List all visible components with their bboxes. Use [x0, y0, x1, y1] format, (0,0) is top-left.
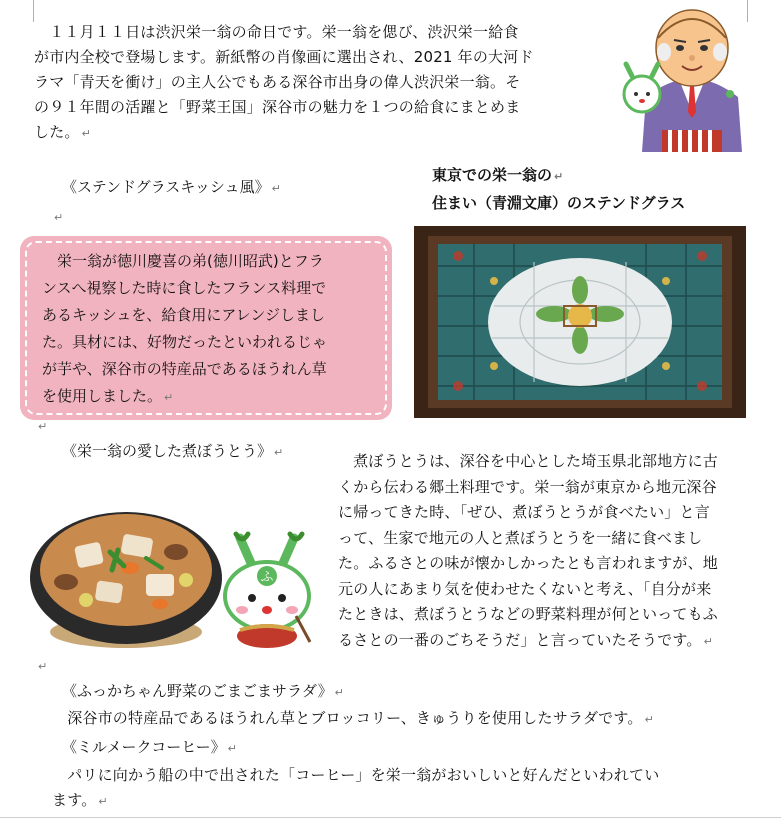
- intro-paragraph[interactable]: [34, 20, 614, 146]
- intro-line: １１月１１日は渋沢栄一翁の命日です。栄一翁を偲び、渋沢栄一給食: [34, 23, 519, 41]
- quiche-line: た。具材には、好物だったといわれるじゃ: [42, 333, 328, 351]
- stained-glass-caption[interactable]: 東京での栄一翁の ↵ 住まい（青淵文庫）のステンドグラス: [432, 166, 686, 212]
- quiche-line: あるキッシュを、給食用にアレンジしまし: [42, 306, 326, 324]
- nibouto-line: 煮ぼうとうは、深谷を中心とした埼玉県北部地方に古: [338, 452, 719, 470]
- page-bottom-edge: [0, 817, 781, 818]
- quiche-heading[interactable]: 《ステンドグラスキッシュ風》 ↵: [62, 178, 281, 196]
- paragraph-mark: ↵: [38, 660, 48, 673]
- nibouto-line: くから伝わる郷土料理です。栄一翁が東京から地元深谷: [338, 477, 717, 496]
- quiche-line: ンスへ視察した時に食したフランス料理で: [42, 279, 327, 297]
- empty-paragraph-mark: ↵: [54, 211, 64, 224]
- nibouto-line: るさとの一番のごちそうだ」と言っていたそうです。 ↵: [338, 630, 714, 649]
- nibouto-line: って、生家で地元の人と煮ぼうとうを一緒に食べまし: [338, 528, 703, 547]
- shibusawa-illustration: [612, 2, 772, 152]
- coffee-line: パリに向かう船の中で出された「コーヒー」を栄一翁がおいしいと好んだといわれてい: [52, 766, 660, 784]
- nibouto-line: に帰ってきた時、「ぜひ、煮ぼうとうが食べたい」と言: [338, 503, 710, 521]
- margin-mark-top-left: [33, 0, 34, 22]
- quiche-paragraph[interactable]: [42, 248, 377, 411]
- nibouto-dish-photo: [26, 482, 226, 654]
- coffee-paragraph[interactable]: [52, 763, 752, 814]
- intro-line: ラマ「青天を衝け」の主人公でもある深谷市出身の偉人渋沢栄一翁。そ: [34, 73, 521, 91]
- quiche-line: 栄一翁が徳川慶喜の弟(徳川昭武)とフラ: [42, 252, 324, 270]
- mascot-badge: ふ: [260, 570, 274, 585]
- quiche-line: を使用しました。 ↵: [42, 387, 174, 405]
- salad-heading[interactable]: 《ふっかちゃん野菜のごまごまサラダ》 ↵: [62, 682, 344, 700]
- nibouto-line: 元の人にあまり気を使わせたくないと考え、「自分が来: [338, 579, 712, 598]
- fukkachan-mascot: [212, 530, 322, 658]
- salad-paragraph[interactable]: 深谷市の特産品であるほうれん草とブロッコリー、きゅうりを使用したサラダです。 ↵: [52, 709, 654, 727]
- intro-line: した。 ↵: [34, 123, 92, 141]
- quiche-line: が芋や、深谷市の特産品であるほうれん草: [42, 360, 327, 378]
- nibouto-heading[interactable]: 《栄一翁の愛した煮ぼうとう》 ↵: [62, 442, 284, 460]
- paragraph-mark: ↵: [38, 420, 48, 433]
- nibouto-line: た。ふるさとの味が懐かしかったとも言われますが、地: [338, 554, 719, 572]
- stained-glass-photo: [414, 226, 746, 418]
- intro-line: の９１年間の活躍と「野菜王国」深谷市の魅力を１つの給食にまとめま: [34, 98, 521, 116]
- nibouto-line: たときは、煮ぼうとうなどの野菜料理が何といってもふ: [338, 605, 719, 623]
- coffee-heading[interactable]: 《ミルメークコーヒー》 ↵: [62, 738, 237, 756]
- intro-line: が市内全校で登場します。新紙幣の肖像画に選出され、2021 年の大河ド: [34, 48, 534, 66]
- nibouto-paragraph[interactable]: [338, 449, 768, 654]
- coffee-line: ます。 ↵: [52, 791, 108, 809]
